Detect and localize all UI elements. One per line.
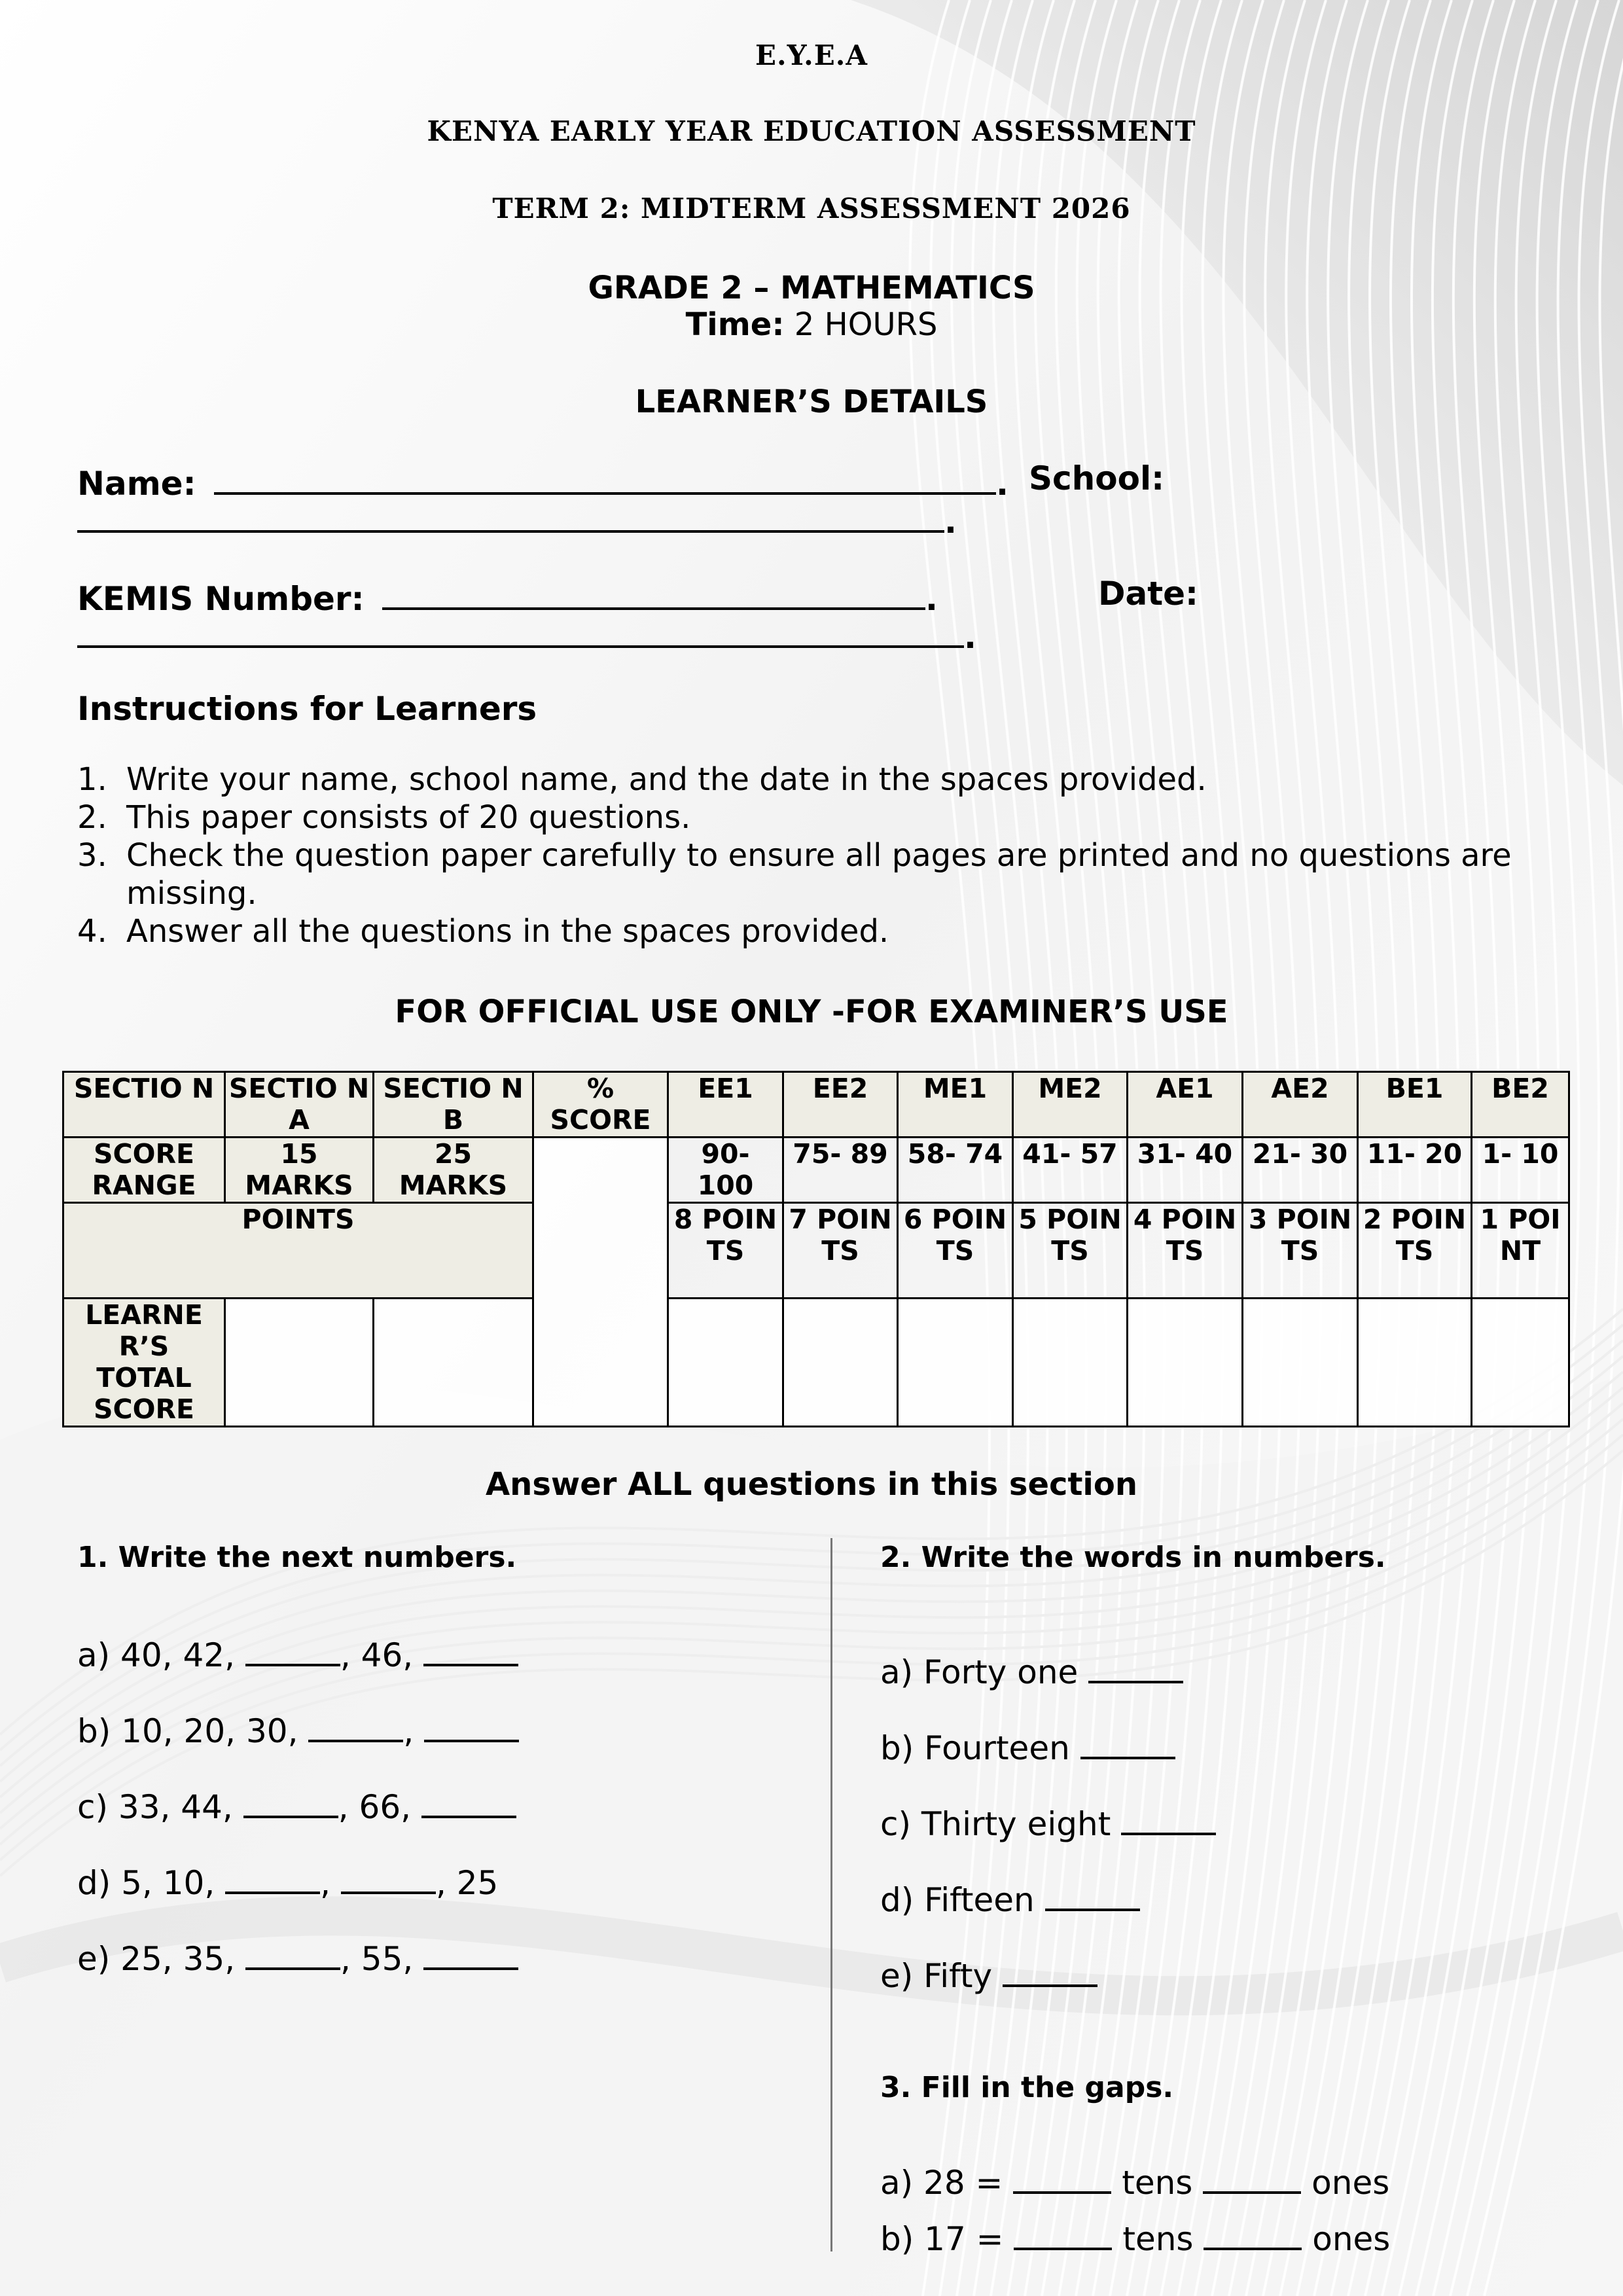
answer-blank[interactable] bbox=[1121, 1803, 1216, 1835]
table-header-cell: BE1 bbox=[1358, 1072, 1472, 1138]
table-header-cell: ME2 bbox=[1013, 1072, 1128, 1138]
answer-blank[interactable] bbox=[424, 1710, 519, 1742]
table-header-cell: ME1 bbox=[898, 1072, 1013, 1138]
question-text: c) 33, 44, bbox=[77, 1788, 243, 1826]
be2-score-input[interactable] bbox=[1472, 1299, 1569, 1427]
table-header-cell: SECTIO N A bbox=[225, 1072, 374, 1138]
question-text: ones bbox=[1302, 2220, 1391, 2258]
time-label: Time: bbox=[685, 306, 785, 343]
answer-blank[interactable] bbox=[1088, 1651, 1183, 1683]
instructions-title: Instructions for Learners bbox=[77, 690, 537, 728]
be1-score-input[interactable] bbox=[1358, 1299, 1472, 1427]
answer-blank[interactable] bbox=[423, 1634, 518, 1666]
answer-blank[interactable] bbox=[245, 1634, 340, 1666]
org-name: KENYA EARLY YEAR EDUCATION ASSESSMENT bbox=[427, 115, 1196, 147]
question-text: a) 40, 42, bbox=[77, 1636, 245, 1674]
answer-blank[interactable] bbox=[1014, 2217, 1112, 2250]
answer-blank[interactable] bbox=[1045, 1878, 1140, 1911]
table-cell: 58- 74 bbox=[898, 1138, 1013, 1203]
answer-blank[interactable] bbox=[1003, 1954, 1097, 1987]
question-text: a) 28 = bbox=[880, 2164, 1014, 2202]
question-1-item bbox=[77, 1785, 516, 1826]
question-text: tens bbox=[1112, 2220, 1204, 2258]
date-label: Date: bbox=[1098, 575, 1199, 613]
kemis-field[interactable] bbox=[382, 575, 925, 610]
ae2-score-input[interactable] bbox=[1243, 1299, 1358, 1427]
question-text: b) 17 = bbox=[880, 2220, 1014, 2258]
ae1-score-input[interactable] bbox=[1128, 1299, 1243, 1427]
question-2-item bbox=[880, 1727, 1175, 1767]
question-3-item bbox=[880, 2217, 1390, 2258]
section-b-score-input[interactable] bbox=[374, 1299, 533, 1427]
table-cell: 15 MARKS bbox=[225, 1138, 374, 1203]
date-row: . bbox=[77, 613, 976, 656]
table-header-cell: EE1 bbox=[668, 1072, 783, 1138]
question-text: e) 25, 35, bbox=[77, 1940, 245, 1978]
table-row bbox=[63, 1203, 1569, 1299]
question-text: b) 10, 20, 30, bbox=[77, 1712, 309, 1750]
table-cell: 3 POIN TS bbox=[1243, 1203, 1358, 1299]
table-header-cell: % SCORE bbox=[533, 1072, 668, 1138]
question-text: d) Fifteen bbox=[880, 1881, 1045, 1919]
table-row bbox=[63, 1299, 1569, 1427]
table-header-cell: BE2 bbox=[1472, 1072, 1569, 1138]
instruction-item: 1. Write your name, school name, and the date in the spaces provided. bbox=[77, 761, 1207, 798]
table-cell: 5 POIN TS bbox=[1013, 1203, 1128, 1299]
instruction-item: 3. Check the question paper carefully to ensure all pages are printed and no questions are missing. bbox=[77, 837, 1512, 912]
answer-blank[interactable] bbox=[341, 1861, 436, 1894]
column-divider bbox=[830, 1538, 832, 2251]
table-cell: 8 POIN TS bbox=[668, 1203, 783, 1299]
question-1-item bbox=[77, 1861, 498, 1902]
table-cell: 1 POI NT bbox=[1472, 1203, 1569, 1299]
learner-total-score-label: LEARNE R’S TOTAL SCORE bbox=[63, 1299, 225, 1427]
question-text: , 66, bbox=[338, 1788, 421, 1826]
school-row: . bbox=[77, 497, 957, 541]
table-header-cell: AE1 bbox=[1128, 1072, 1243, 1138]
ee1-score-input[interactable] bbox=[668, 1299, 783, 1427]
answer-blank[interactable] bbox=[243, 1785, 338, 1818]
subject-title: GRADE 2 – MATHEMATICS bbox=[588, 270, 1035, 306]
answer-blank[interactable] bbox=[1013, 2161, 1111, 2194]
instructions-list bbox=[77, 761, 1582, 950]
table-cell: 31- 40 bbox=[1128, 1138, 1243, 1203]
section-title: Answer ALL questions in this section bbox=[486, 1466, 1137, 1503]
answer-blank[interactable] bbox=[423, 1937, 518, 1970]
question-3-title: 3. Fill in the gaps. bbox=[880, 2071, 1174, 2104]
question-text: , bbox=[320, 1864, 341, 1902]
question-2-item bbox=[880, 1954, 1097, 1995]
org-abbreviation: E.Y.E.A bbox=[755, 39, 868, 71]
percent-score-input[interactable] bbox=[533, 1138, 668, 1427]
table-header-cell: EE2 bbox=[783, 1072, 898, 1138]
question-text: e) Fifty bbox=[880, 1957, 1003, 1995]
answer-blank[interactable] bbox=[1203, 2161, 1301, 2194]
question-2-item bbox=[880, 1878, 1140, 1919]
answer-blank[interactable] bbox=[308, 1710, 403, 1742]
points-label: POINTS bbox=[63, 1203, 533, 1299]
question-1-title: 1. Write the next numbers. bbox=[77, 1541, 517, 1574]
kemis-row: KEMIS Number: . bbox=[77, 575, 938, 618]
question-text: a) Forty one bbox=[880, 1653, 1089, 1691]
question-1-item bbox=[77, 1710, 519, 1750]
section-a-score-input[interactable] bbox=[225, 1299, 374, 1427]
school-field[interactable] bbox=[77, 497, 944, 533]
table-cell: SCORE RANGE bbox=[63, 1138, 225, 1203]
question-text: , 25 bbox=[435, 1864, 499, 1902]
question-text: d) 5, 10, bbox=[77, 1864, 226, 1902]
question-text: c) Thirty eight bbox=[880, 1805, 1122, 1843]
question-2-title: 2. Write the words in numbers. bbox=[880, 1541, 1386, 1574]
question-2-item bbox=[880, 1651, 1183, 1691]
table-cell: 41- 57 bbox=[1013, 1138, 1128, 1203]
table-cell: 1- 10 bbox=[1472, 1138, 1569, 1203]
kemis-label: KEMIS Number: bbox=[77, 580, 365, 618]
time-value: 2 HOURS bbox=[794, 306, 938, 343]
name-row: Name: . bbox=[77, 459, 1008, 503]
question-text: , 55, bbox=[340, 1940, 424, 1978]
question-text: , 46, bbox=[340, 1636, 424, 1674]
answer-blank[interactable] bbox=[245, 1937, 340, 1970]
school-label: School: bbox=[1029, 459, 1165, 497]
table-header-cell: SECTIO N B bbox=[374, 1072, 533, 1138]
learner-details-title: LEARNER’S DETAILS bbox=[635, 384, 988, 420]
table-cell: 25 MARKS bbox=[374, 1138, 533, 1203]
answer-blank[interactable] bbox=[225, 1861, 320, 1894]
table-header-cell: AE2 bbox=[1243, 1072, 1358, 1138]
question-1-item bbox=[77, 1937, 518, 1978]
ee2-score-input[interactable] bbox=[783, 1299, 898, 1427]
table-header-cell: SECTIO N bbox=[63, 1072, 225, 1138]
table-cell: 75- 89 bbox=[783, 1138, 898, 1203]
question-1-item bbox=[77, 1634, 518, 1674]
question-3-item bbox=[880, 2161, 1389, 2202]
official-use-title: FOR OFFICIAL USE ONLY -FOR EXAMINER’S USE bbox=[395, 994, 1228, 1030]
term-title: TERM 2: MIDTERM ASSESSMENT 2026 bbox=[492, 192, 1131, 224]
table-row bbox=[63, 1072, 1569, 1138]
table-cell: 90- 100 bbox=[668, 1138, 783, 1203]
time-line bbox=[0, 306, 1623, 343]
answer-blank[interactable] bbox=[421, 1785, 516, 1818]
answer-blank[interactable] bbox=[1204, 2217, 1302, 2250]
date-field[interactable] bbox=[77, 613, 964, 648]
name-field[interactable] bbox=[214, 459, 996, 495]
table-cell: 11- 20 bbox=[1358, 1138, 1472, 1203]
name-label: Name: bbox=[77, 465, 196, 503]
me2-score-input[interactable] bbox=[1013, 1299, 1128, 1427]
me1-score-input[interactable] bbox=[898, 1299, 1013, 1427]
table-cell: 2 POIN TS bbox=[1358, 1203, 1472, 1299]
instruction-item: 4. Answer all the questions in the spaces provided. bbox=[77, 913, 889, 950]
question-2-item bbox=[880, 1803, 1216, 1843]
question-text: , bbox=[403, 1712, 425, 1750]
table-row bbox=[63, 1138, 1569, 1203]
table-cell: 7 POIN TS bbox=[783, 1203, 898, 1299]
table-cell: 6 POIN TS bbox=[898, 1203, 1013, 1299]
table-cell: 4 POIN TS bbox=[1128, 1203, 1243, 1299]
answer-blank[interactable] bbox=[1080, 1727, 1175, 1759]
table-cell: 21- 30 bbox=[1243, 1138, 1358, 1203]
official-use-table bbox=[62, 1071, 1570, 1427]
question-text: ones bbox=[1301, 2164, 1390, 2202]
question-text: tens bbox=[1111, 2164, 1204, 2202]
instruction-item: 2. This paper consists of 20 questions. bbox=[77, 799, 691, 836]
question-text: b) Fourteen bbox=[880, 1729, 1080, 1767]
